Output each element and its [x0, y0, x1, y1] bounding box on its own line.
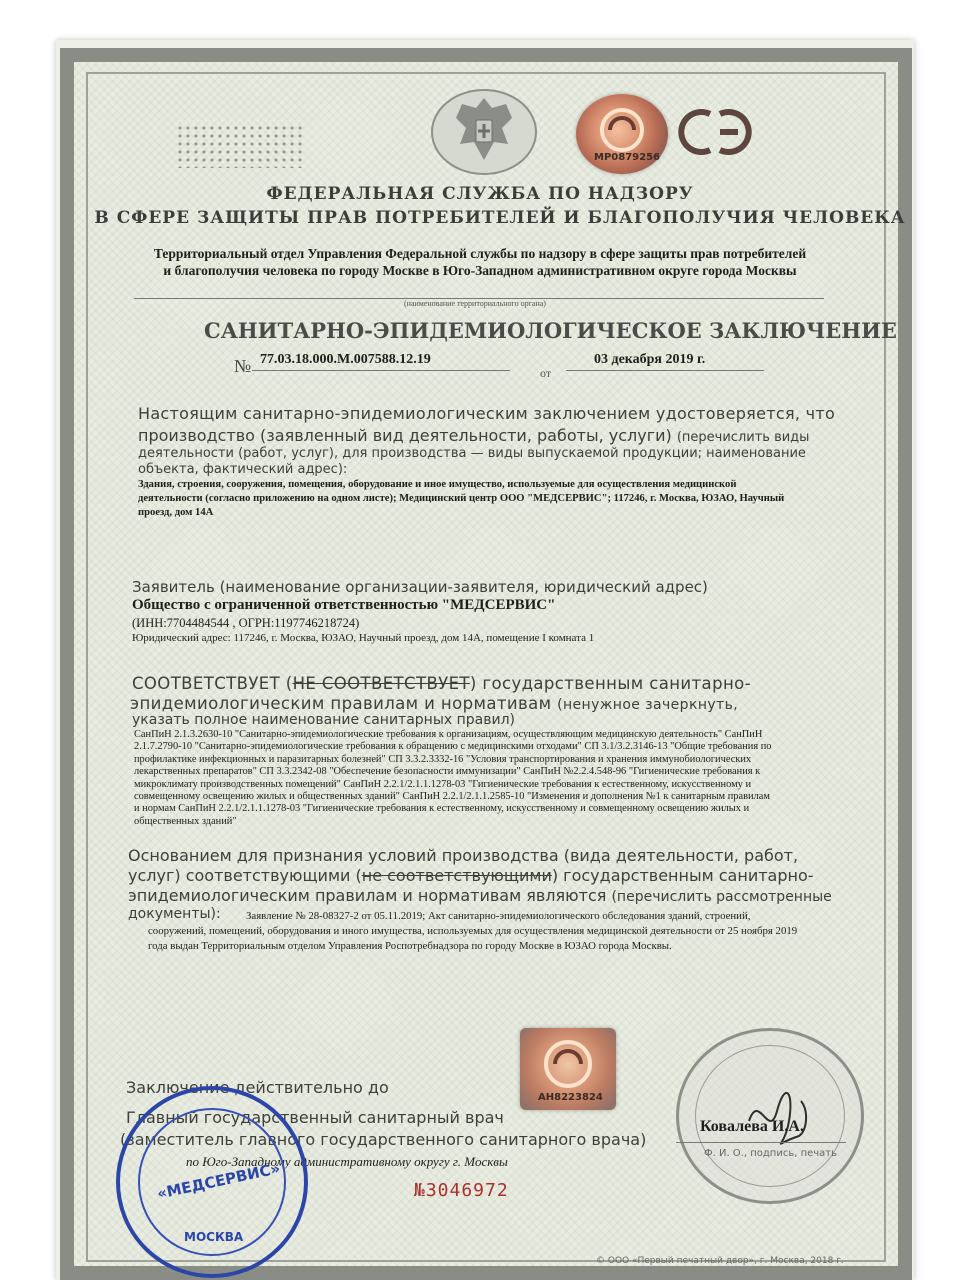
- intro-line3: деятельности (работ, услуг), для производства — виды выпускаемой продукции; наименование: [138, 446, 806, 461]
- rules-line: СанПиН 2.1.3.2630-10 "Санитарно-эпидемиологические требования к организациям, осуществляющим медицинскую деятельность" СанПиН: [134, 729, 763, 740]
- signer-caption: Ф. И. О., подпись, печать: [704, 1148, 838, 1159]
- rules-line: профилактике инфекционных и паразитарных болезней" СП 3.3.2.3332-16 "Условия транспортирования и хранения иммунобиологических: [134, 753, 752, 765]
- date-underline: [566, 370, 764, 371]
- rules-line: и нормам СанПиН 2.2.1/2.1.1.1278-03 "Гигиенические требования к естественному, искусственному и совмещенному освещению жилых и: [134, 803, 750, 815]
- docs-line3: года выдан Территориальным отделом Управления Роспотребнадзора по городу Москве в ЮЗАО города Москвы.: [148, 940, 672, 952]
- intro-line4: объекта, фактический адрес):: [138, 462, 348, 477]
- intro-line1: Настоящим санитарно-эпидемиологическим заключением удостоверяется, что: [138, 404, 836, 423]
- object-line1: Здания, строения, сооружения, помещения, оборудование и иное имущество, используемые для осуществления медицинской: [138, 479, 737, 490]
- intro-line2-hint: (перечислить виды: [676, 430, 810, 445]
- conformity-line3: указать полное наименование санитарных правил): [132, 712, 515, 728]
- conformity-line2: [130, 694, 738, 713]
- applicant-name: Общество с ограниченной ответственностью "МЕДСЕРВИС": [132, 597, 556, 613]
- number-underline: [252, 370, 510, 371]
- official-seal: [676, 1028, 864, 1204]
- chief-doctor-line2: (заместитель главного государственного санитарного врача): [120, 1130, 647, 1149]
- intro-line2-text: производство (заявленный вид деятельности, работы, услуги): [138, 426, 672, 445]
- conformity-line2-text: эпидемиологическим правилам и нормативам: [130, 694, 552, 713]
- basis-strike: не соответствующими: [361, 866, 552, 885]
- basis-line1: Основанием для признания условий производства (вида деятельности, работ,: [128, 846, 799, 865]
- ce-mark-icon: [676, 106, 756, 158]
- rules-line: общественных зданий": [134, 815, 237, 827]
- conformity-text-a: СООТВЕТСТВУЕТ (: [132, 674, 293, 693]
- conformity-line1: [132, 674, 751, 693]
- rules-line: 2.1.7.2790-10 "Санитарно-эпидемиологические требования к обращению с медицинскими отходами" СП 3.1/3.2.3146-13 "Общие требования по: [134, 741, 772, 753]
- signer-underline: [676, 1142, 846, 1143]
- certificate-date: 03 декабря 2019 г.: [594, 352, 706, 367]
- stamp-company-name: «МЕДСЕРВИС»: [155, 1159, 282, 1203]
- docs-line1: Заявление № 28-08327-2 от 05.11.2019; Акт санитарно-эпидемиологического обследования зданий, строений,: [246, 910, 751, 922]
- applicant-address: Юридический адрес: 117246, г. Москва, ЮЗАО, Научный проезд, дом 14А, помещение I комната 1: [132, 632, 595, 644]
- security-pattern: [176, 124, 302, 168]
- object-line2: деятельности (согласно приложению на одном листе); Медицинский центр ООО "МЕДСЕРВИС"; 117246, г. Москва, ЮЗАО, Научный: [138, 493, 785, 504]
- dept-line2: и благополучия человека по городу Москве в Юго-Западном административном округе города Москвы: [163, 263, 797, 278]
- dept-caption: (наименование территориального органа): [404, 299, 546, 308]
- signature-icon: [739, 1081, 819, 1151]
- coat-of-arms-icon: [426, 84, 542, 178]
- basis-line3-hint: (перечислить рассмотренные: [611, 889, 832, 905]
- printer-note: © ООО «Первый печатный двор», г. Москва, 2018 г.: [596, 1256, 844, 1266]
- intro-line2: [138, 426, 809, 445]
- rules-line: лекарственных препаратов" СП 3.3.2342-08 "Обеспечение безопасности иммунизации" СанПиН №2.2.4.548-96 "Гигиенические требования к: [134, 766, 761, 778]
- company-stamp: [116, 1086, 308, 1278]
- basis-line4: документы):: [128, 906, 221, 922]
- hologram-number: МР0879256: [594, 152, 660, 163]
- conformity-line2-hint: (ненужное зачеркнуть,: [557, 697, 739, 713]
- basis-line3: [128, 886, 832, 905]
- certificate-number: 77.03.18.000.М.007588.12.19: [260, 352, 431, 367]
- basis-line2: [128, 866, 814, 885]
- signer-name: Ковалева И.А.: [700, 1118, 804, 1135]
- stamp-city: МОСКВА: [184, 1230, 244, 1244]
- conformity-text-b: ) государственным санитарно-: [469, 674, 751, 693]
- rules-line: микроклимату производственных помещений" СанПиН 2.2.1/2.1.1.1278-03 "Гигиенические требования к естественному, искусственному и: [134, 778, 752, 790]
- basis-line3-text: эпидемиологическим правилам и нормативам являются: [128, 886, 607, 905]
- date-label: от: [540, 366, 552, 380]
- chief-doctor-line1: Главный государственный санитарный врач: [126, 1108, 504, 1127]
- applicant-label: Заявитель (наименование организации-заявителя, юридический адрес): [132, 578, 708, 596]
- basis-text-a: услуг) соответствующими (: [128, 866, 362, 885]
- docs-line2: сооружений, помещений, оборудования и иного имущества, используемых для осуществления медицинской деятельности от 25 ноября 2019: [148, 925, 798, 937]
- chief-doctor-line3: по Юго-Западному административному округу г. Москвы: [186, 1154, 508, 1169]
- applicant-ids: (ИНН:7704484544 , ОГРН:1197746218724): [132, 616, 360, 630]
- serial-number: №3046972: [414, 1180, 509, 1201]
- rules-list: [134, 729, 854, 828]
- conformity-strike: НЕ СООТВЕТСТВУЕТ: [292, 674, 470, 693]
- rules-line: совмещенному освещению жилых и общественных зданий" СанПиН 2.2.1/2.1.1.2585-10 "Изменения и дополнения №1 к санитарным правилам: [134, 791, 770, 803]
- valid-until: Заключение действительно до: [126, 1078, 389, 1097]
- hologram-sticker: [520, 1028, 616, 1110]
- hologram-bottom-number: АН8223824: [538, 1092, 603, 1103]
- agency-line1: ФЕДЕРАЛЬНАЯ СЛУЖБА ПО НАДЗОРУ: [266, 184, 694, 204]
- hologram-seal: [576, 94, 668, 174]
- object-line3: проезд, дом 14А: [138, 507, 214, 518]
- document-title: САНИТАРНО-ЭПИДЕМИОЛОГИЧЕСКОЕ ЗАКЛЮЧЕНИЕ: [204, 318, 897, 343]
- dept-line1: Территориальный отдел Управления Федеральной службы по надзору в сфере защиты прав потребителей: [153, 246, 807, 261]
- agency-line2: В СФЕРЕ ЗАЩИТЫ ПРАВ ПОТРЕБИТЕЛЕЙ И БЛАГОПОЛУЧИЯ ЧЕЛОВЕКА: [94, 208, 906, 228]
- basis-text-b: ) государственным санитарно-: [551, 866, 814, 885]
- number-label: №: [234, 356, 252, 376]
